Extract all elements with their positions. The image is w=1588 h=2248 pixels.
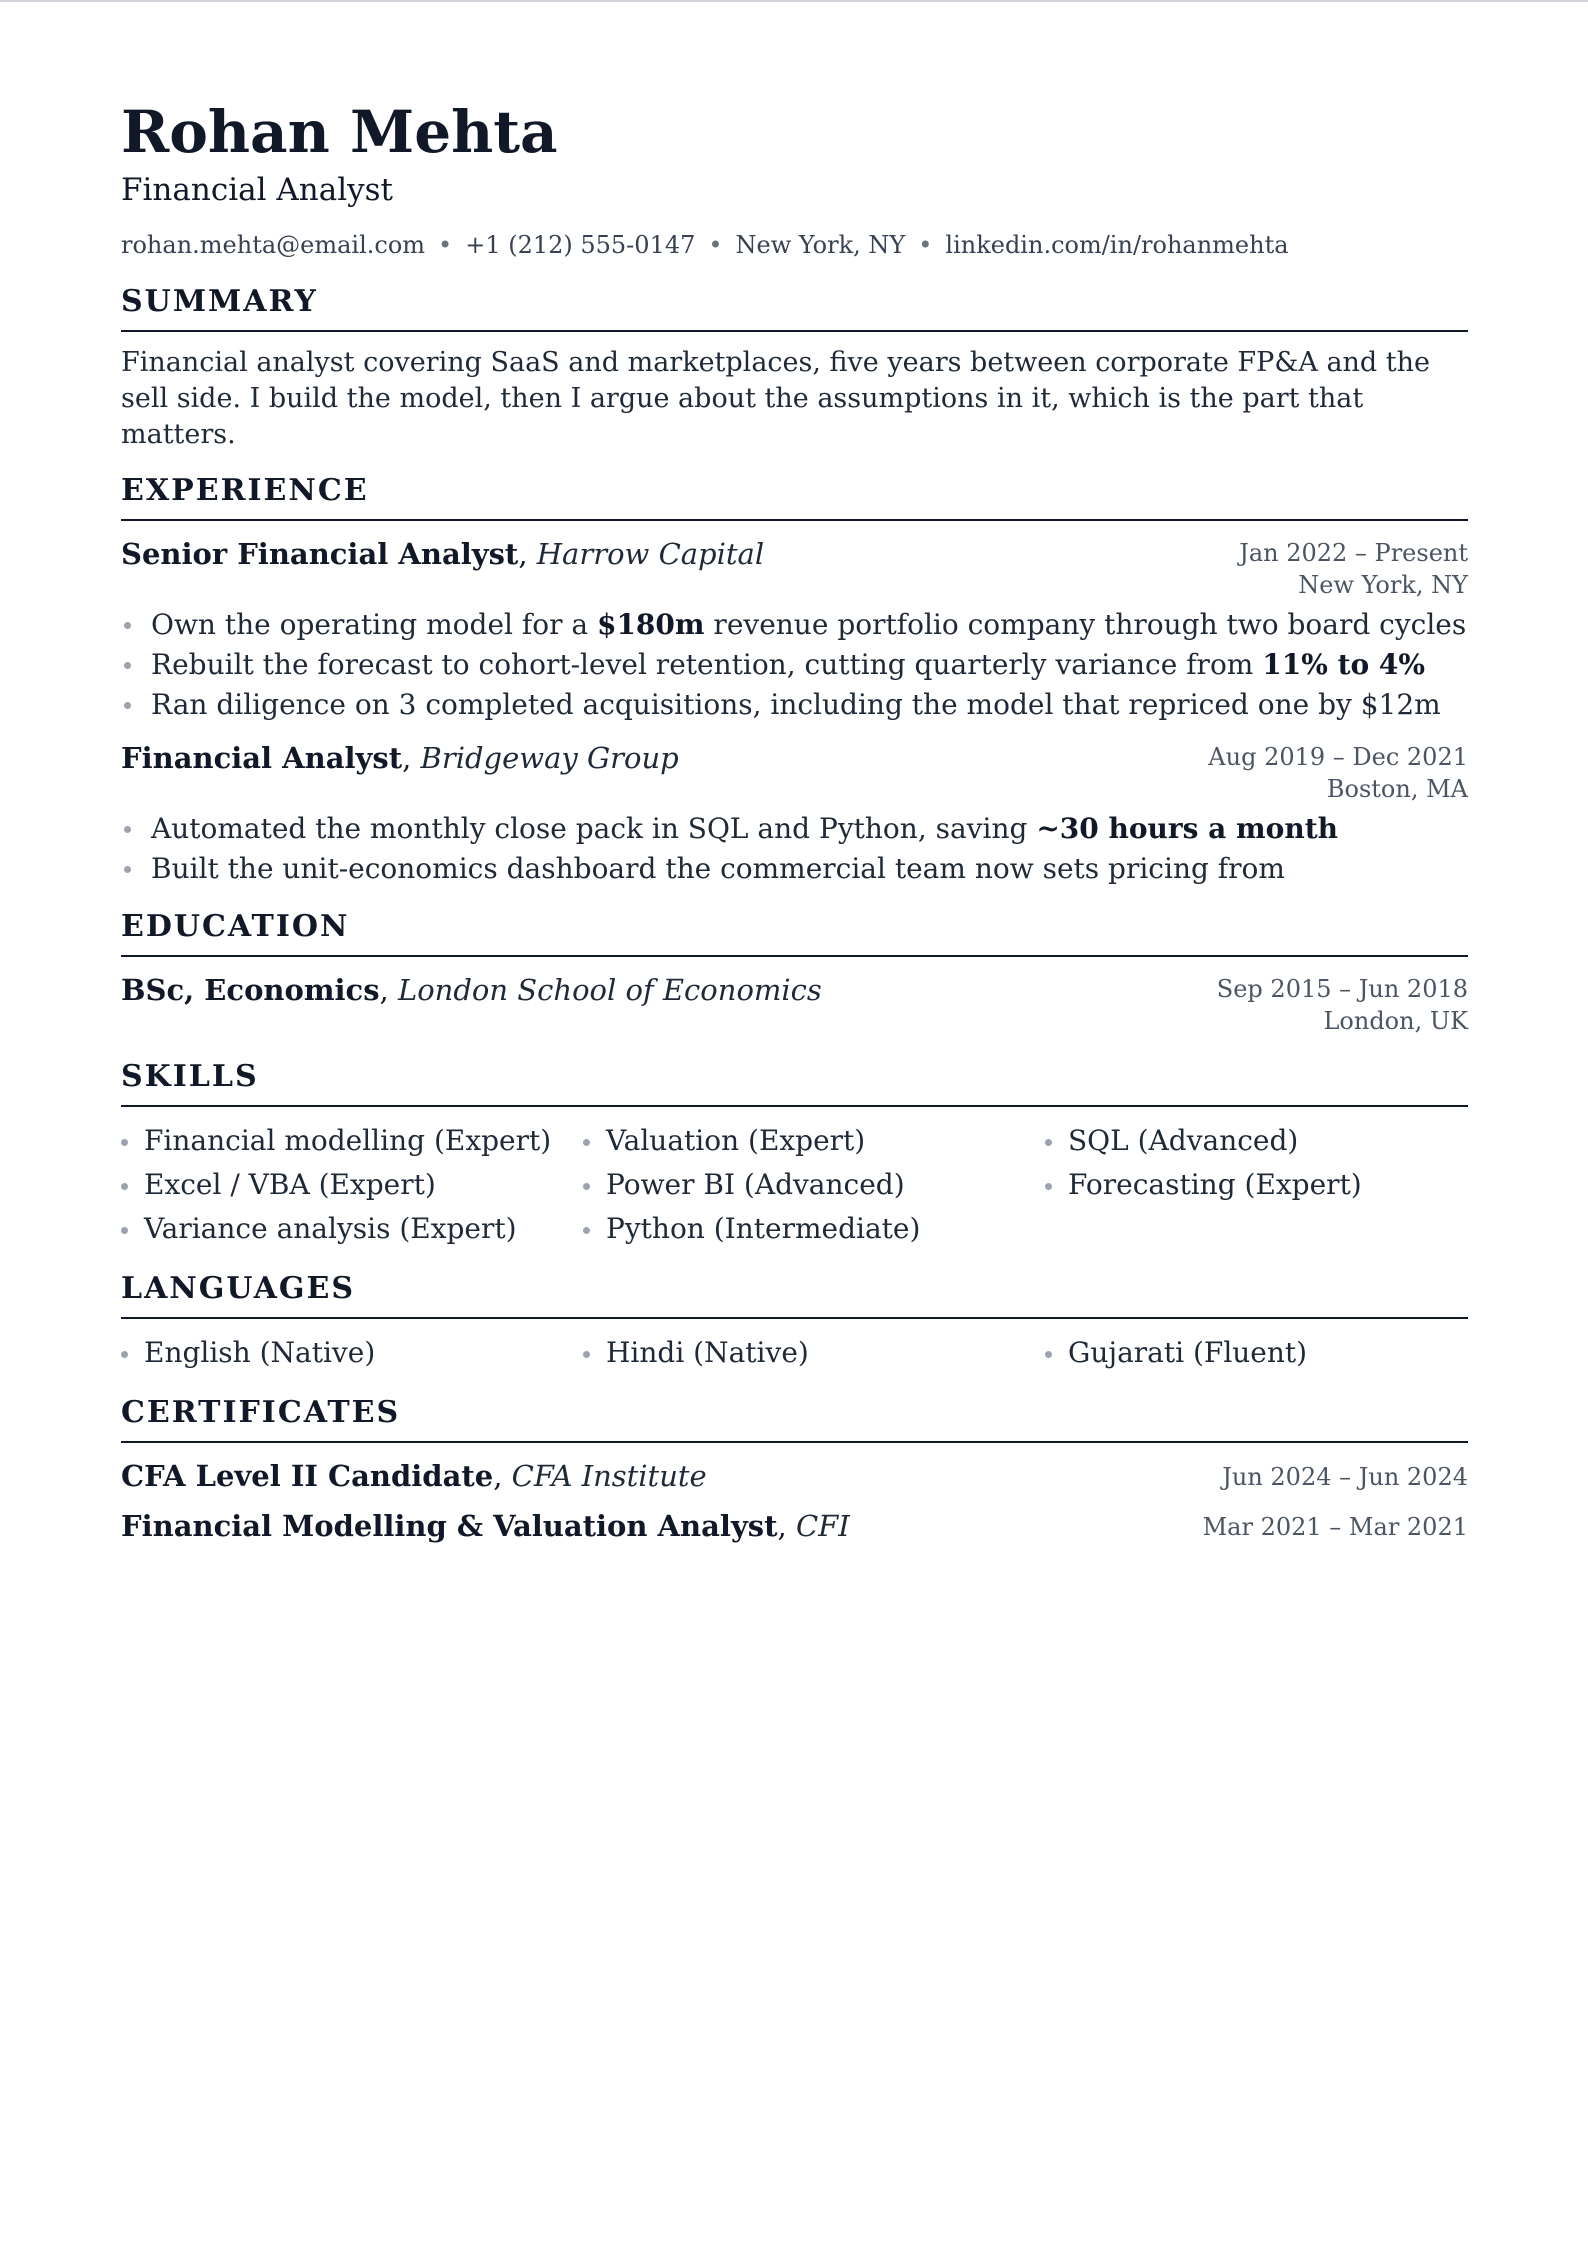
language-item: English (Native) [121,1331,583,1375]
education-section [121,909,1468,1037]
employer: Bridgeway Group [420,741,679,775]
skill-item: SQL (Advanced) [1045,1119,1468,1163]
resume-header [121,96,1468,262]
bullet-text: Rebuilt the forecast to cohort-level retention, cutting quarterly variance from [151,648,1263,681]
skill-item: Valuation (Expert) [583,1119,1045,1163]
certificate-title: CFA Level II Candidate [121,1459,494,1493]
contact-separator: • [708,231,723,259]
certificates-section [121,1395,1468,1545]
skill-item: Power BI (Advanced) [583,1163,1045,1207]
job-dates: Jan 2022 – Present [1239,539,1468,567]
job-location: New York, NY [1298,571,1468,599]
experience-entry [121,535,1468,725]
job-location: Boston, MA [1326,775,1468,803]
certificate-entry [121,1457,1468,1495]
bullet-text: revenue portfolio company through two board cycles [704,608,1467,641]
bullet-highlight: $180m [596,608,705,641]
job-dates: Aug 2019 – Dec 2021 [1208,743,1468,771]
candidate-title: Financial Analyst [121,172,393,208]
contact-line [121,228,1468,262]
org-separator: , [518,537,537,571]
skill-item: Python (Intermediate) [583,1207,1045,1251]
skills-section [121,1059,1468,1251]
summary-section [121,284,1468,453]
contact-separator: • [918,231,933,259]
contact-phone[interactable]: +1 (212) 555-0147 [465,231,696,259]
section-heading: SUMMARY [121,284,1468,332]
job-title: Financial Analyst [121,741,403,775]
skill-item: Forecasting (Expert) [1045,1163,1468,1207]
education-location: London, UK [1323,1007,1468,1035]
bullet-item [121,849,1468,889]
bullet-item [121,685,1468,725]
contact-location: New York, NY [735,231,906,259]
bullet-item [121,809,1468,849]
resume-page [121,96,1468,1545]
degree: BSc, Economics [121,973,380,1007]
section-heading: LANGUAGES [121,1271,1468,1319]
experience-entry [121,739,1468,889]
bullet-item [121,645,1468,685]
certificate-title: Financial Modelling & Valuation Analyst [121,1509,778,1543]
bullet-highlight: 11% to 4% [1262,648,1426,681]
job-title: Senior Financial Analyst [121,537,519,571]
bullet-text: Built the unit-economics dashboard the commercial team now sets pricing from [151,852,1285,885]
bullet-text: Ran diligence on 3 completed acquisitions, including the model that repriced one by $12m [151,688,1441,721]
contact-linkedin[interactable]: linkedin.com/in/rohanmehta [945,231,1289,259]
section-heading: CERTIFICATES [121,1395,1468,1443]
org-separator: , [493,1459,512,1493]
org-separator: , [379,973,398,1007]
section-heading: EDUCATION [121,909,1468,957]
certificate-issuer: CFA Institute [511,1459,707,1493]
skills-grid [121,1119,1468,1251]
job-bullets [121,605,1468,725]
experience-section [121,473,1468,889]
certificate-entry [121,1507,1468,1545]
section-heading: EXPERIENCE [121,473,1468,521]
certificate-dates: Jun 2024 – Jun 2024 [1222,1463,1468,1491]
languages-grid [121,1331,1468,1375]
org-separator: , [777,1509,796,1543]
skill-item: Financial modelling (Expert) [121,1119,583,1163]
bullet-highlight: ~30 hours a month [1036,812,1338,845]
skill-item: Variance analysis (Expert) [121,1207,583,1251]
school: London School of Economics [397,973,822,1007]
education-entry [121,971,1468,1037]
contact-email[interactable]: rohan.mehta@email.com [121,231,426,259]
summary-text: Financial analyst covering SaaS and marketplaces, five years between corporate FP&A and the sell side. I build the model, then I argue about the assumptions in it, which is the part that matters. [121,347,1431,450]
employer: Harrow Capital [536,537,765,571]
certificate-dates: Mar 2021 – Mar 2021 [1202,1513,1468,1541]
language-item: Hindi (Native) [583,1331,1045,1375]
job-bullets [121,809,1468,889]
language-item: Gujarati (Fluent) [1045,1331,1468,1375]
education-dates: Sep 2015 – Jun 2018 [1216,975,1468,1003]
skill-item: Excel / VBA (Expert) [121,1163,583,1207]
languages-section [121,1271,1468,1375]
certificate-issuer: CFI [795,1509,850,1543]
bullet-text: Own the operating model for a [151,608,597,641]
page-top-border [0,0,1588,2]
candidate-name: Rohan Mehta [121,98,558,166]
org-separator: , [402,741,421,775]
bullet-text: Automated the monthly close pack in SQL and Python, saving [151,812,1037,845]
contact-separator: • [438,231,453,259]
bullet-item [121,605,1468,645]
section-heading: SKILLS [121,1059,1468,1107]
